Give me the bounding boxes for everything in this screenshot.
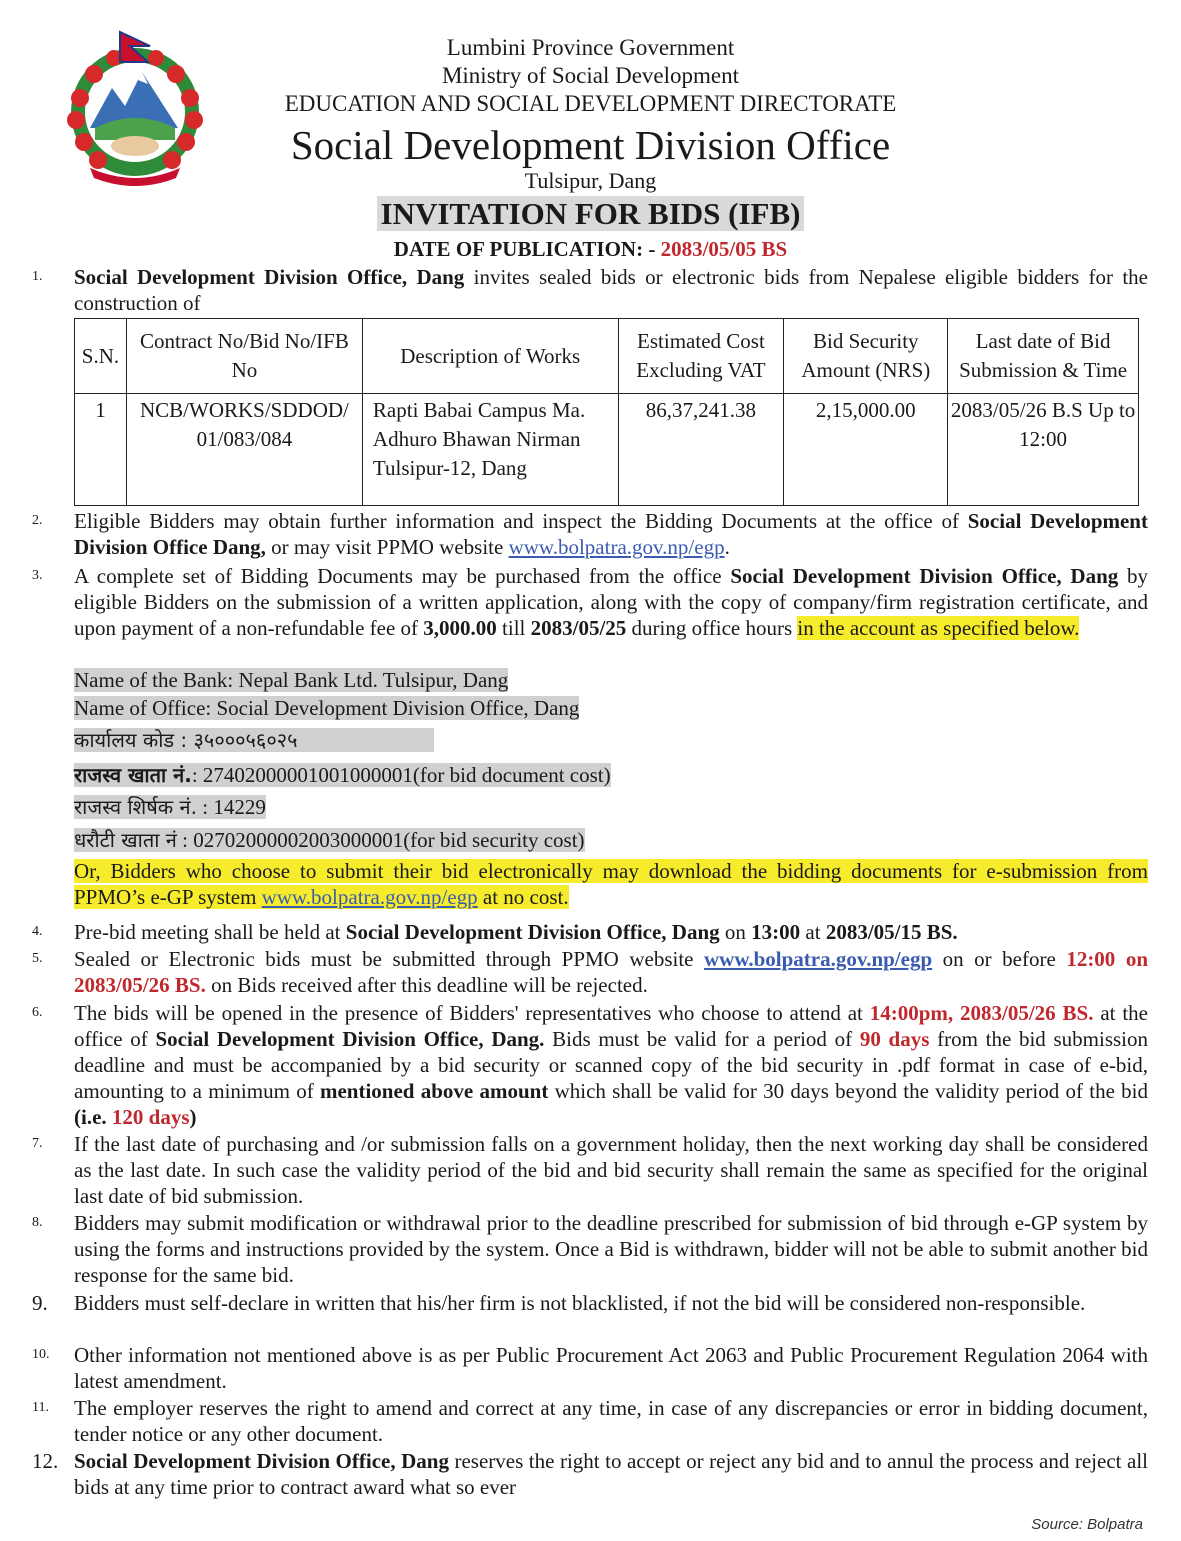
cell-contract: NCB/WORKS/SDDOD/ 01/083/084 [126, 394, 362, 506]
clause-body: which shall be valid for 30 days beyond the validity period of the bid [548, 1079, 1148, 1103]
publication-date-value: 2083/05/05 BS [660, 237, 788, 261]
office-ref: Social Development Division Office, Dang [730, 564, 1119, 588]
bank-name [74, 668, 508, 693]
deposit-account-line [74, 826, 585, 853]
ppmo-link[interactable]: www.bolpatra.gov.np/egp [704, 947, 933, 971]
clause-text [74, 1448, 1148, 1500]
clause-body: Or, Bidders who choose to submit their bid electronically may download the bidding documents for e-submission from PPMO’s e-GP system [74, 859, 1148, 909]
office-ref: Social Development Division Office, Dang [74, 265, 465, 289]
clause-text [74, 919, 1148, 945]
col-header-deadline: Last date of Bid Submission & Time [948, 319, 1139, 394]
revenue-heading-value: : 14229 [196, 795, 266, 819]
table-row [75, 394, 1139, 506]
office-ref: Social Development Division Office, Dang. [155, 1027, 545, 1051]
clause-text: The employer reserves the right to amend and correct at any time, in case of any discrepancies or error in bidding document, tender notice or any other document. [74, 1396, 1148, 1446]
clause-number: 7. [32, 1136, 43, 1151]
fee-amount: 3,000.00 [423, 616, 497, 640]
office-name-line [74, 696, 579, 721]
publication-date [0, 237, 1181, 262]
revenue-heading-label: राजस्व शिर्षक नं. [74, 795, 197, 819]
clause-text: Bidders may submit modification or withdrawal prior to the deadline prescribed for submission of bid through e-GP system by using the forms and instructions provided by the system. Once a Bid is withdrawn, bidder will not be able to submit another bid response for the same bid. [74, 1211, 1148, 1287]
clause-number: 4. [32, 924, 43, 939]
security-validity: 120 days [111, 1105, 190, 1129]
clause-number: 6. [32, 1005, 43, 1020]
clause-body: or may visit PPMO website [265, 535, 509, 559]
deposit-account-label: धरौटी खाता नं [74, 828, 177, 852]
clause-text [74, 946, 1148, 998]
clause-number: 11. [32, 1400, 49, 1415]
submission-deadline: 12:00 on 2083/05/26 BS. [74, 947, 1148, 997]
revenue-account-value: : 27402000001001000001(for bid document cost) [191, 763, 611, 787]
fee-deadline: 2083/05/25 [530, 616, 627, 640]
cell-description: Rapti Babai Campus Ma. Adhuro Bhawan Nirman Tulsipur-12, Dang [362, 394, 618, 506]
publication-date-label: DATE OF PUBLICATION [393, 237, 637, 261]
security-validity-close: ) [189, 1105, 197, 1129]
clause-body: on or before [932, 947, 1067, 971]
cell-sn: 1 [75, 394, 127, 506]
clause-number: 2. [32, 513, 43, 528]
security-validity-open: (i.e. [74, 1105, 112, 1129]
clause-body: reserves the right to accept or reject any bid and to annul the process and reject all bids at any time prior to contract award what so ever [74, 1449, 1149, 1499]
clause-body: at the office of [74, 1001, 1148, 1051]
clause-number: 5. [32, 951, 43, 966]
clause-body: till [496, 616, 531, 640]
col-header-contract: Contract No/Bid No/IFB No [126, 319, 362, 394]
office-ref: Social Development Division Office, Dang [74, 1449, 449, 1473]
cell-deadline: 2083/05/26 B.S Up to 12:00 [948, 394, 1139, 506]
revenue-account-line [74, 761, 611, 788]
col-header-sn: S.N. [75, 319, 127, 394]
clause-body: from the bid submission deadline and must be accompanied by a bid security or scanned copy of the bid security in .pdf format in case of e-bid, amounting to a minimum of [74, 1027, 1149, 1103]
clause-body: A complete set of Bidding Documents may be purchased from the office [74, 564, 731, 588]
clause-number: 3. [32, 568, 43, 583]
clause-text: Other information not mentioned above is as per Public Procurement Act 2063 and Public Procurement Regulation 2064 with latest amendment. [74, 1343, 1148, 1393]
security-amount-ref: mentioned above amount [319, 1079, 549, 1103]
clause-body: on Bids received after this deadline will be rejected. [205, 973, 648, 997]
deposit-account-value: : 02702000002003000001(for bid security cost) [176, 828, 585, 852]
office-ref: Social Development Division Office, Dang [345, 920, 720, 944]
clause-body: . [724, 535, 730, 559]
revenue-heading-line [74, 793, 266, 820]
cell-cost: 86,37,241.38 [618, 394, 784, 506]
egp-link[interactable]: www.bolpatra.gov.np/egp [261, 885, 478, 909]
office-location: Tulsipur, Dang [524, 168, 657, 193]
ppmo-link[interactable]: www.bolpatra.gov.np/egp [508, 535, 725, 559]
directorate-name: EDUCATION AND SOCIAL DEVELOPMENT DIRECTORATE [284, 91, 897, 116]
opening-time: 14:00pm, 2083/05/26 BS. [869, 1001, 1094, 1025]
clause-body: at no cost. [477, 885, 569, 909]
cell-security: 2,15,000.00 [784, 394, 948, 506]
clause-text [74, 508, 1148, 560]
office-name-text: Name of Office: Social Development Division Office, Dang [74, 696, 580, 720]
col-header-cost: Estimated Cost Excluding VAT [618, 319, 784, 394]
notice-title [0, 196, 1181, 232]
revenue-account-label: राजस्व खाता नं. [74, 763, 192, 787]
clause-body: during office hours [626, 616, 798, 640]
clause-body: Eligible Bidders may obtain further information and inspect the Bidding Documents at the office of [74, 509, 968, 533]
clause-text [74, 563, 1148, 641]
clause-number: 9. [32, 1291, 48, 1315]
bid-table [74, 318, 1139, 506]
clause-body: Sealed or Electronic bids must be submitted through PPMO website [74, 947, 705, 971]
province-name: Lumbini Province Government [446, 35, 735, 60]
clause-body: Pre-bid meeting shall be held at [74, 920, 346, 944]
ministry-name: Ministry of Social Development [441, 63, 740, 88]
clause-number: 1. [32, 269, 43, 284]
clause-number: 8. [32, 1215, 43, 1230]
office-code-line [74, 726, 434, 753]
source-credit: Source: Bolpatra [1031, 1516, 1143, 1533]
clause-text: Bidders must self-declare in written that his/her firm is not blacklisted, if not the bid will be considered non-responsible. [74, 1291, 1086, 1315]
clause-body: by eligible Bidders on the submission of a written application, along with the copy of company/firm registration certificate, and upon payment of a non-refundable fee of [74, 564, 1149, 640]
clause-body: invites sealed bids or electronic bids from Nepalese eligible bidders for the construction of [74, 265, 1148, 315]
col-header-description: Description of Works [362, 319, 618, 394]
clause-body: Bids must be valid for a period of [544, 1027, 860, 1051]
clause-body: at [800, 920, 826, 944]
publication-date-sep: : - [636, 237, 661, 261]
office-name: Social Development Division Office [290, 122, 891, 168]
meeting-time: 13:00 [751, 920, 801, 944]
clause-body: on [719, 920, 752, 944]
clause-number: 10. [32, 1347, 50, 1362]
clause-text: If the last date of purchasing and /or submission falls on a government holiday, then the next working day shall be considered as the last date. In such case the validity period of the bid and bid security shall remain the same as specified for the original last date of bid submission. [74, 1132, 1148, 1208]
table-header-row [75, 319, 1139, 394]
clause-text [74, 1000, 1148, 1130]
clause-text [74, 858, 1148, 910]
clause-text [74, 264, 1148, 316]
office-ref: Social Development Division Office Dang, [74, 509, 1148, 559]
office-code-text: कार्यालय कोड : ३५०००५६०२५ [74, 728, 434, 752]
col-header-security: Bid Security Amount (NRS) [784, 319, 948, 394]
validity-period: 90 days [859, 1027, 930, 1051]
clause-body: The bids will be opened in the presence of Bidders' representatives who choose to attend at [74, 1001, 870, 1025]
clause-number: 12. [32, 1449, 59, 1473]
meeting-date: 2083/05/15 BS. [825, 920, 958, 944]
notice-title-text: INVITATION FOR BIDS (IFB) [377, 196, 805, 231]
bank-name-text: Name of the Bank: Nepal Bank Ltd. Tulsipur, Dang [74, 668, 509, 692]
highlighted-text: in the account as specified below. [797, 616, 1080, 640]
